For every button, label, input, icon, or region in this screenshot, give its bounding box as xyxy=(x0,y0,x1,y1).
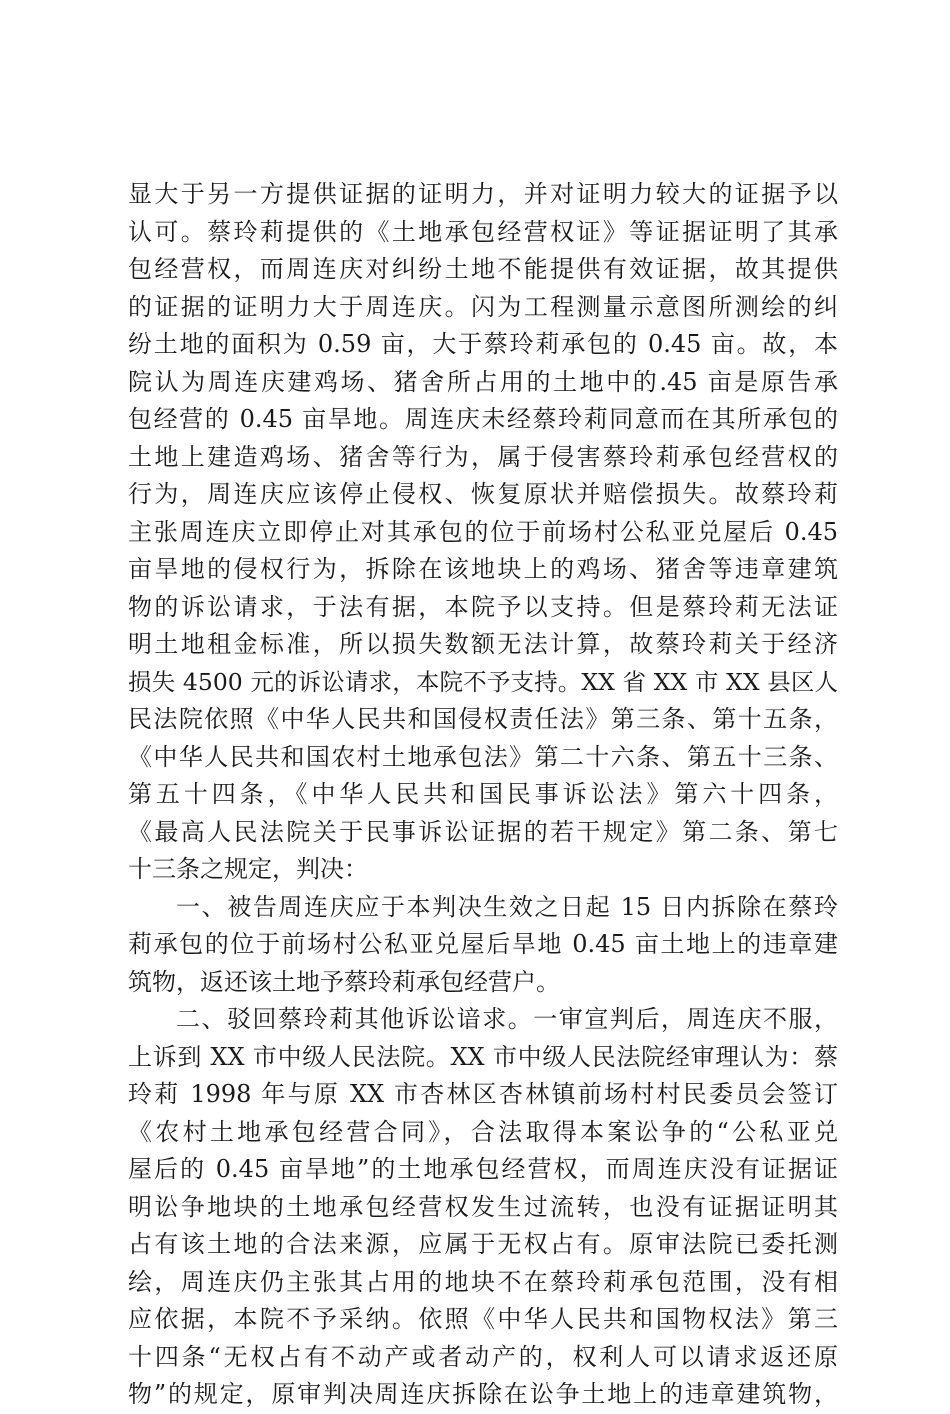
text-line: 认可。蔡玲莉提供的《土地承包经营权证》等证据证明了其承 xyxy=(128,217,838,246)
text-line: 十四条“无权占有不动产或者动产的，权利人可以请求返还原 xyxy=(128,1342,838,1371)
text-line: 院认为周连庆建鸡场、猪舍所占用的土地中的.45 亩是原告承 xyxy=(128,367,838,396)
text-line: 物”的规定，原审判决周连庆拆除在讼争土地上的违章建筑物， xyxy=(128,1380,838,1408)
text-line: 占有该土地的合法来源，应属于无权占有。原审法院已委托测 xyxy=(128,1230,838,1258)
text-line: 莉承包的位于前场村公私亚兑屋后旱地 0.45 亩土地上的违章建 xyxy=(128,930,838,958)
text-line: 损失 4500 元的诉讼请求，本院不予支持。XX 省 XX 市 XX 县区人 xyxy=(128,667,838,696)
text-line: 亩旱地的侵权行为，拆除在该地块上的鸡场、猪舍等违章建筑 xyxy=(128,555,838,583)
text-line: 筑物，返还该土地予蔡玲莉承包经营户。 xyxy=(128,967,560,996)
text-line: 《最高人民法院关于民事诉讼证据的若干规定》第二条、第七 xyxy=(128,817,838,846)
text-line: 行为，周连庆应该停止侵权、恢复原状并赔偿损失。故蔡玲莉 xyxy=(128,480,838,508)
text-line: 《中华人民共和国农村土地承包法》第二十六条、第五十三条、 xyxy=(128,742,838,771)
text-line: 的证据的证明力大于周连庆。闪为工程测量示意图所测绘的纠 xyxy=(128,292,838,321)
text-line: 土地上建造鸡场、猪舍等行为，属于侵害蔡玲莉承包经营权的 xyxy=(128,442,838,471)
judgment-item-2-line: 二、驳回蔡玲莉其他诉讼谙求。一审宣判后，周连庆不服， xyxy=(176,1005,838,1033)
text-line: 第五十四条，《中华人民共和国民事诉讼法》第六十四条， xyxy=(128,780,838,808)
text-line: 显大于另一方提供证据的证明力，并对证明力较大的证据予以 xyxy=(128,180,838,208)
judgment-item-1-line: 一、被告周连庆应于本判决生效之日起 15 日内拆除在蔡玲 xyxy=(176,892,838,921)
text-line: 绘，周连庆仍主张其占用的地块不在蔡玲莉承包范围，没有相 xyxy=(128,1267,838,1296)
text-line: 主张周连庆立即停止对其承包的位于前场村公私亚兑屋后 0.45 xyxy=(128,517,838,546)
text-line: 包经营的 0.45 亩旱地。周连庆未经蔡玲莉同意而在其所承包的 xyxy=(128,405,838,433)
text-line: 上诉到 XX 市中级人民法院。XX 市中级人民法院经审理认为：蔡 xyxy=(128,1042,838,1071)
text-line: 《农村土地承包经营合同》，合法取得本案讼争的“公私亚兑 xyxy=(128,1117,838,1146)
text-line: 物的诉讼请求，于法有据，本院予以支持。但是蔡玲莉无法证 xyxy=(128,592,838,621)
text-line: 纷土地的面积为 0.59 亩，大于蔡玲莉承包的 0.45 亩。故，本 xyxy=(128,330,838,358)
text-line: 玲莉 1998 年与原 XX 市杏林区杏林镇前场村村民委员会签订 xyxy=(128,1080,838,1108)
text-line: 屋后的 0.45 亩旱地”的土地承包经营权，而周连庆没有证据证 xyxy=(128,1155,838,1183)
text-line: 包经营权，而周连庆对纠纷土地不能提供有效证据，故其提供 xyxy=(128,255,838,283)
text-line: 民法院依照《中华人民共和国侵权责任法》第三条、第十五条， xyxy=(128,705,838,733)
text-line: 应依据，本院不予采纳。依照《中华人民共和国物权法》第三 xyxy=(128,1305,838,1333)
text-line: 十三条之规定，判决： xyxy=(128,855,368,883)
text-line: 明土地租金标准，所以损失数额无法计算，故蔡玲莉关于经济 xyxy=(128,630,838,658)
text-line: 明讼争地块的土地承包经营权发生过流转，也没有证据证明其 xyxy=(128,1192,838,1221)
document-body xyxy=(128,176,838,1414)
